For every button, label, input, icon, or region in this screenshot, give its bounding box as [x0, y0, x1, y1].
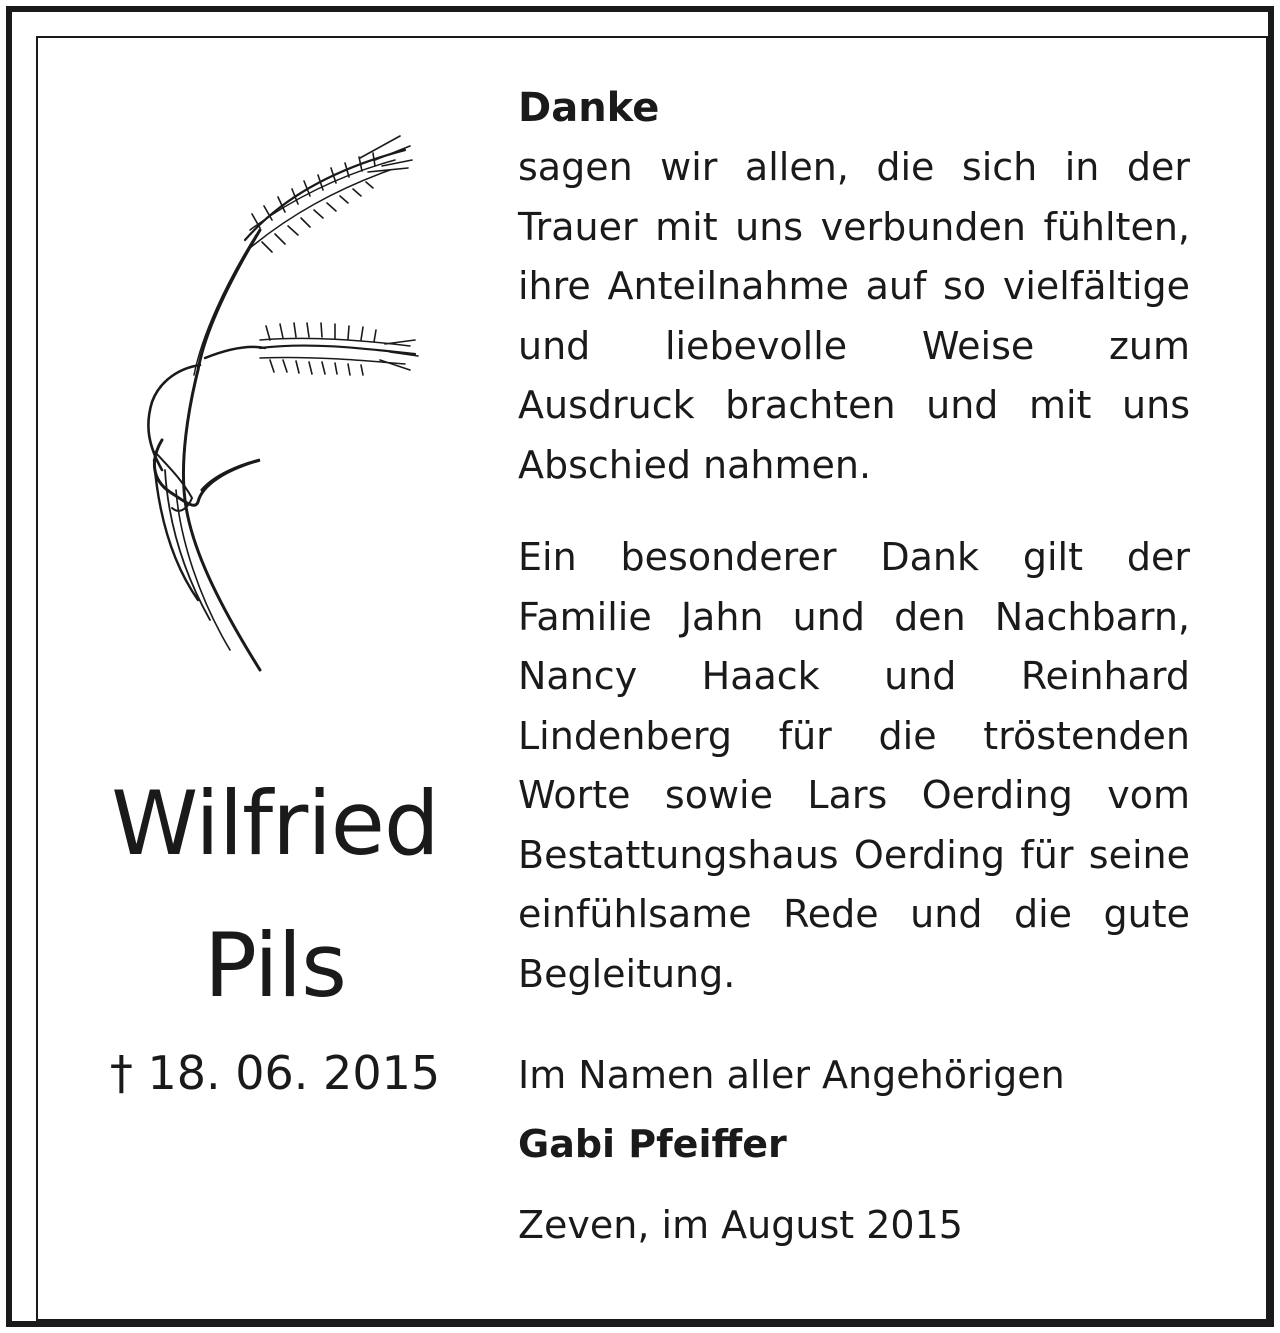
notice-heading: Danke [518, 85, 660, 131]
thanks-paragraph-2: Ein besonderer Dank gilt der Familie Jahn und den Nachbarn, Nancy Haack und Reinhard Lindenberg für die tröstenden Worte sowie Lars Oerding vom Bestattungshaus Oerding für seine einfühlsame Rede und die gute Begleitung. [518, 535, 1190, 996]
wheat-ears-illustration-icon [110, 130, 440, 690]
closing-line: Im Namen aller Angehörigen [518, 1053, 1065, 1097]
death-date: † 18. 06. 2015 [109, 1046, 441, 1100]
signer-name: Gabi Pfeiffer [518, 1122, 787, 1166]
deceased-first-name: Wilfried [111, 772, 439, 875]
deceased-last-name: Pils [204, 914, 346, 1017]
thanks-paragraph-1: sagen wir allen, die sich in der Trauer mit uns verbunden fühlten, ihre Anteilnahme auf so vielfältige und liebevolle Weise zum Ausdruck brachten und mit uns Abschied nahmen. [518, 145, 1190, 487]
place-and-date: Zeven, im August 2015 [518, 1203, 963, 1247]
